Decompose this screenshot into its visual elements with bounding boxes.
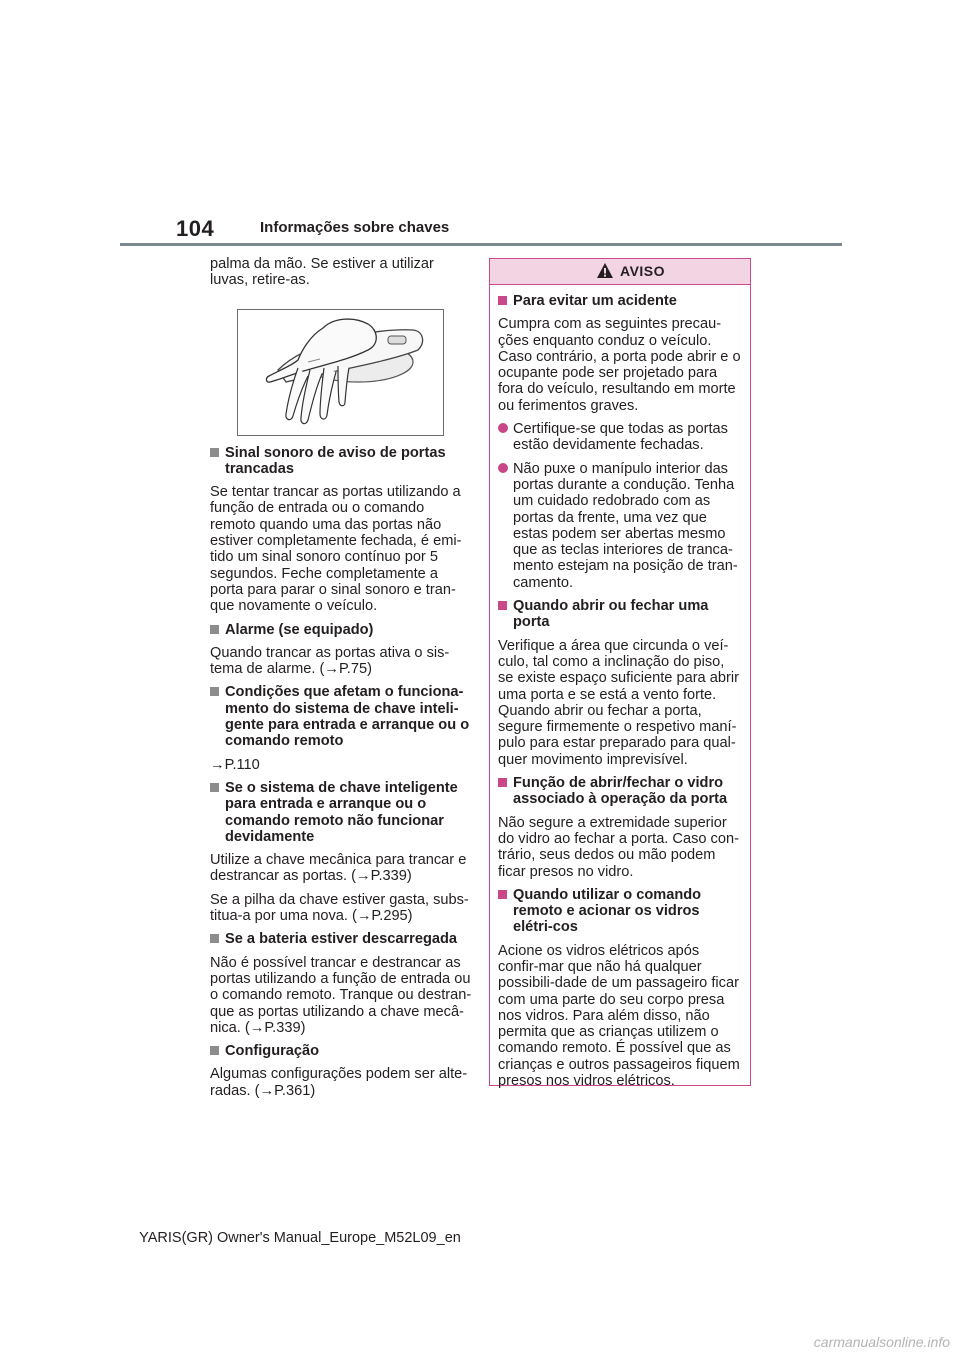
warning-paragraph: Acione os vidros elétricos após confir-mar que não há qualquer possibili-dade de um passageiro ficar com uma parte do seu corpo presa nos vidros. Para além disso, não permita que as crianças utilizem o comando remoto. É possível que as crianças e outros passageiros fiquem presos nos vidros elétricos. xyxy=(498,942,740,1090)
warning-header xyxy=(490,259,750,285)
square-bullet-icon xyxy=(210,934,219,943)
section-conditions xyxy=(210,684,472,772)
square-bullet-icon xyxy=(498,601,507,610)
section-heading: Se a bateria estiver descarregada xyxy=(210,931,472,947)
left-column xyxy=(210,256,472,1106)
warning-section-avoid-accident xyxy=(498,293,742,591)
warning-heading: Quando utilizar o comando remoto e acionar os vidros elétri-cos xyxy=(498,887,742,936)
warning-paragraph: Cumpra com as seguintes precau-ções enquanto conduz o veículo. Caso contrário, a porta pode abrir e o ocupante pode ser projetado para fora do veículo, resultando em morte ou ferimentos graves. xyxy=(498,316,741,414)
section-malfunction xyxy=(210,780,472,924)
section-paragraph: Se a pilha da chave estiver gasta, subs-titua-a por uma nova. (→P.295) xyxy=(210,891,469,925)
warning-section-remote-windows xyxy=(498,887,742,1090)
square-bullet-icon xyxy=(210,783,219,792)
warning-heading: Função de abrir/fechar o vidro associado à operação da porta xyxy=(498,775,742,808)
square-bullet-icon xyxy=(498,296,507,305)
warning-paragraph: Não segure a extremidade superior do vidro ao fechar a porta. Caso con-trário, seus dedos ou mão podem ficar presos no vidro. xyxy=(498,814,739,880)
page-reference: →P.110 xyxy=(210,756,260,773)
warning-heading: Para evitar um acidente xyxy=(498,293,742,309)
section-heading: Sinal sonoro de aviso de portas trancadas xyxy=(210,445,472,478)
section-paragraph: Quando trancar as portas ativa o sis-tema de alarme. (→P.75) xyxy=(210,644,450,678)
hand-on-door-handle-illustration xyxy=(238,310,443,435)
section-heading: Se o sistema de chave inteligente para entrada e arranque ou o comando remoto não funcionar devidamente xyxy=(210,780,472,845)
warning-section-window-function xyxy=(498,775,742,880)
warning-label: AVISO xyxy=(620,263,666,279)
square-bullet-icon xyxy=(498,890,507,899)
header-divider xyxy=(120,243,842,246)
circle-bullet-icon xyxy=(498,463,508,473)
warning-bullet: Não puxe o manípulo interior das portas durante a condução. Tenha um cuidado redobrado com as portas da frente, uma vez que estas podem ser abertas mesmo que as teclas interiores de tranca-mento estejam na posição de tran-camento. xyxy=(498,461,742,591)
warning-section-opening-door xyxy=(498,598,742,768)
section-heading: Configuração xyxy=(210,1043,472,1059)
warning-bullet: Certifique-se que todas as portas estão devidamente fechadas. xyxy=(498,421,742,454)
warning-paragraph: Verifique a área que circunda o veí-culo, tal como a inclinação do piso, se existe espaço suficiente para abrir uma porta e se está a vento forte. Quando abrir ou fechar a porta, segure firmemente o respetivo maní-pulo para estar preparado para qual-quer movimento imprevisível. xyxy=(498,637,739,768)
warning-triangle-icon xyxy=(596,262,614,279)
section-paragraph: Utilize a chave mecânica para trancar e destrancar as portas. (→P.339) xyxy=(210,852,467,885)
section-paragraph: Não é possível trancar e destrancar as portas utilizando a função de entrada ou o comando remoto. Tranque ou destran-que as portas utilizando a chave mecâ-nica. (→P.339) xyxy=(210,954,472,1036)
page-header xyxy=(0,0,960,250)
warning-heading: Quando abrir ou fechar uma porta xyxy=(498,598,742,631)
square-bullet-icon xyxy=(210,625,219,634)
section-paragraph: Algumas configurações podem ser alte-radas. (→P.361) xyxy=(210,1066,468,1099)
section-heading: Condições que afetam o funciona-mento do sistema de chave inteli-gente para entrada e arranque ou o comando remoto xyxy=(210,684,472,749)
intro-paragraph: palma da mão. Se estiver a utilizar luvas, retire-as. xyxy=(210,256,434,289)
square-bullet-icon xyxy=(498,778,507,787)
section-heading: Alarme (se equipado) xyxy=(210,622,472,638)
footer-text: YARIS(GR) Owner's Manual_Europe_M52L09_en xyxy=(139,1230,461,1246)
warning-body xyxy=(490,285,750,1089)
section-paragraph: Se tentar trancar as portas utilizando a função de entrada ou o comando remoto quando uma das portas não estiver completamente fechada, é emi-tido um sinal sonoro contínuo por 5 segundos. Feche completamente a porta para parar o sinal sonoro e tran-que novamente o veículo. xyxy=(210,484,462,615)
page-number: 104 xyxy=(176,216,215,241)
page-footer xyxy=(0,1230,960,1246)
section-configuration xyxy=(210,1043,472,1099)
circle-bullet-icon xyxy=(498,423,508,433)
square-bullet-icon xyxy=(210,687,219,696)
warning-box xyxy=(489,258,751,1090)
chapter-title: Informações sobre chaves xyxy=(260,219,450,236)
square-bullet-icon xyxy=(210,448,219,457)
watermark: carmanualsonline.info xyxy=(813,1334,950,1350)
square-bullet-icon xyxy=(210,1046,219,1055)
section-door-lock-buzzer xyxy=(210,445,472,615)
hand-door-handle-figure xyxy=(237,309,444,436)
section-battery xyxy=(210,931,472,1036)
section-alarm xyxy=(210,622,472,678)
